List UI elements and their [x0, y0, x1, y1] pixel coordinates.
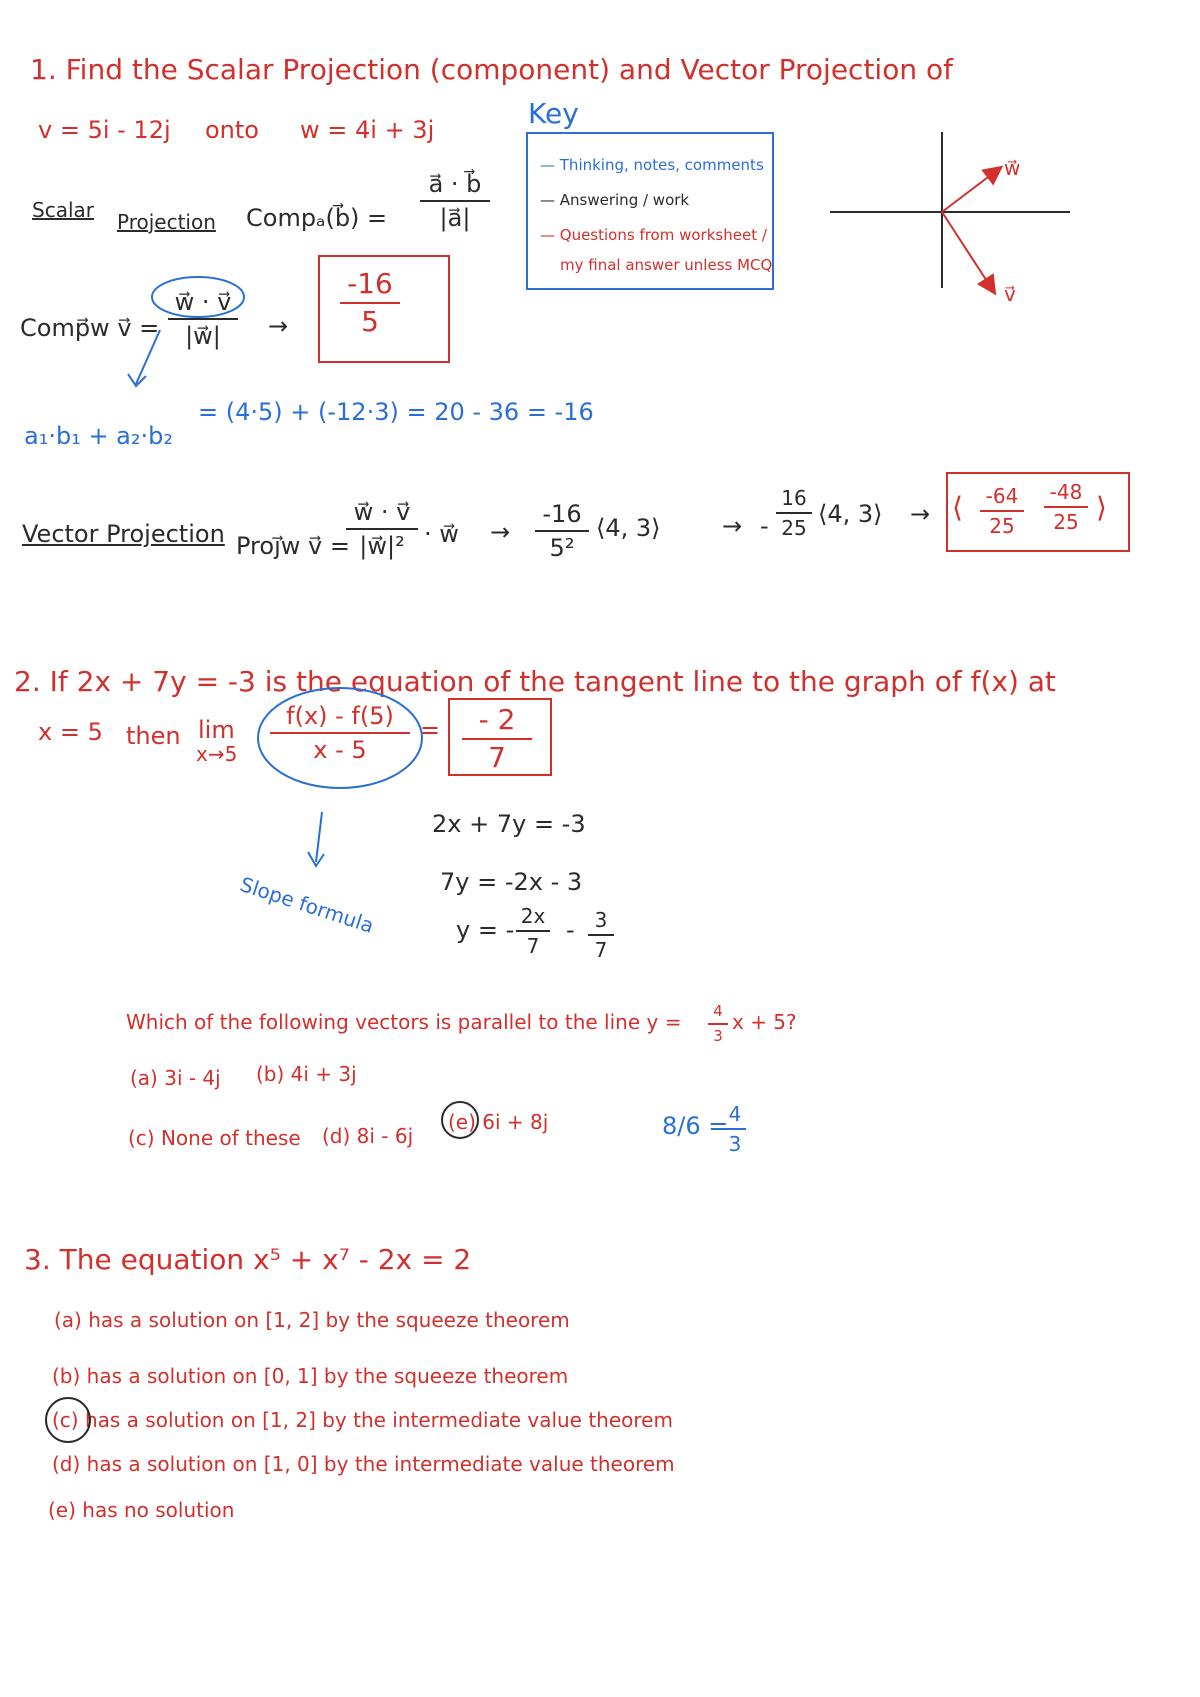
proj-times: · w⃗	[424, 520, 459, 548]
q2-work-line-1: 2x + 7y = -3	[432, 810, 586, 838]
q2-cond: x = 5	[38, 718, 103, 746]
comp-formula-num: a⃗ · b⃗	[428, 170, 482, 198]
key-title: Key	[528, 97, 579, 130]
q2-work-line-3-lhs: y = -	[456, 916, 515, 944]
proj-den: |w⃗|²	[359, 532, 405, 560]
q2-lim-num: f(x) - f(5)	[286, 702, 394, 730]
q1-given-w: w = 4i + 3j	[300, 116, 435, 144]
q2-work-n1: 2x	[520, 904, 546, 928]
final-x-num: -64	[985, 484, 1019, 508]
parallel-question-tail: x + 5?	[732, 1010, 797, 1034]
dot-product-calc: = (4·5) + (-12·3) = 20 - 36 = -16	[198, 398, 594, 426]
step2-den: 5²	[549, 534, 575, 562]
projection-label: Projection	[117, 210, 216, 234]
comp-w-v-label: Comp⃗w v⃗ =	[20, 314, 160, 342]
final-close: ⟩	[1096, 491, 1107, 524]
parallel-opt-a: (a) 3i - 4j	[130, 1066, 221, 1090]
q1-scalar-answer-num: -16	[347, 267, 393, 300]
proj-arrow-3: →	[910, 500, 931, 528]
step3-prefix: -	[760, 512, 769, 540]
parallel-opt-b: (b) 4i + 3j	[256, 1062, 357, 1086]
q2-answer-den: 7	[488, 741, 506, 774]
proj-left: Proj⃗w v⃗ =	[236, 532, 350, 560]
comp-den: |w⃗|	[185, 322, 221, 350]
q1-scalar-answer-den: 5	[361, 305, 379, 338]
q2-work-n2: 3	[594, 908, 608, 932]
parallel-opt-c: (c) None of these	[128, 1126, 301, 1150]
scalar-label: Scalar	[32, 198, 94, 222]
key-line-answering: — Answering / work	[540, 191, 690, 209]
q2-lim-den: x - 5	[313, 736, 367, 764]
q2-lim: lim	[198, 716, 235, 744]
q3-opt-c: (c) has a solution on [1, 2] by the intermediate value theorem	[52, 1408, 673, 1432]
parallel-frac-num: 4	[713, 1002, 723, 1020]
final-open: ⟨	[952, 491, 963, 524]
vector-projection-label: Vector Projection	[22, 520, 225, 548]
parallel-check-den: 3	[728, 1132, 742, 1156]
q3-opt-d: (d) has a solution on [1, 0] by the intermediate value theorem	[52, 1452, 675, 1476]
q2-work-line-2: 7y = -2x - 3	[440, 868, 583, 896]
q2-title: 2. If 2x + 7y = -3 is the equation of the tangent line to the graph of f(x) at	[14, 665, 1056, 698]
step2-num: -16	[542, 500, 582, 528]
proj-num: w⃗ · v⃗	[353, 498, 411, 526]
key-line-thinking: — Thinking, notes, comments	[540, 156, 764, 174]
step2-vec: ⟨4, 3⟩	[596, 514, 661, 542]
final-y-den: 25	[1053, 510, 1079, 534]
q2-work-d2: 7	[594, 938, 608, 962]
parallel-check-num: 4	[728, 1102, 742, 1126]
parallel-opt-d: (d) 8i - 6j	[322, 1124, 414, 1148]
q1-title: 1. Find the Scalar Projection (component) and Vector Projection of	[30, 53, 953, 86]
q3-opt-b: (b) has a solution on [0, 1] by the squeeze theorem	[52, 1364, 569, 1388]
final-y-num: -48	[1049, 480, 1083, 504]
comp-num: w⃗ · v⃗	[174, 288, 232, 316]
proj-arrow-2: →	[722, 512, 743, 540]
comp-arrow: →	[268, 312, 289, 340]
key-line-final: my final answer unless MCQ	[560, 256, 773, 274]
parallel-frac-den: 3	[713, 1027, 723, 1045]
step3-vec: ⟨4, 3⟩	[818, 500, 883, 528]
step3-num: 16	[781, 486, 807, 510]
comp-formula-left: Compₐ(b⃗) =	[246, 204, 388, 232]
proj-arrow-1: →	[490, 518, 511, 546]
key-line-questions: — Questions from worksheet /	[540, 226, 767, 244]
q2-then: then	[126, 722, 181, 750]
q3-title: 3. The equation x⁵ + x⁷ - 2x = 2	[24, 1243, 472, 1276]
q2-answer-num: - 2	[478, 703, 516, 736]
parallel-opt-e: (e) 6i + 8j	[448, 1110, 549, 1134]
q1-onto: onto	[205, 116, 259, 144]
comp-formula-den: |a⃗|	[439, 204, 471, 232]
slope-formula-note: Slope formula	[237, 872, 377, 938]
step3-den: 25	[781, 516, 807, 540]
q2-work-line-3-mid: -	[566, 916, 575, 944]
final-x-den: 25	[989, 514, 1015, 538]
q3-opt-e: (e) has no solution	[48, 1498, 235, 1522]
diagram-w-label: w⃗	[1004, 156, 1021, 180]
q2-lim-sub: x→5	[196, 742, 238, 766]
diagram-v-label: v⃗	[1004, 282, 1016, 306]
parallel-question-lead: Which of the following vectors is parallel to the line y =	[126, 1010, 682, 1034]
q3-opt-a: (a) has a solution on [1, 2] by the squeeze theorem	[54, 1308, 570, 1332]
q2-work-d1: 7	[526, 934, 540, 958]
q1-given-v: v = 5i - 12j	[38, 116, 171, 144]
q2-equals: =	[420, 716, 441, 744]
parallel-check: 8/6 =	[662, 1112, 729, 1140]
dot-product-rule: a₁·b₁ + a₂·b₂	[24, 422, 173, 450]
